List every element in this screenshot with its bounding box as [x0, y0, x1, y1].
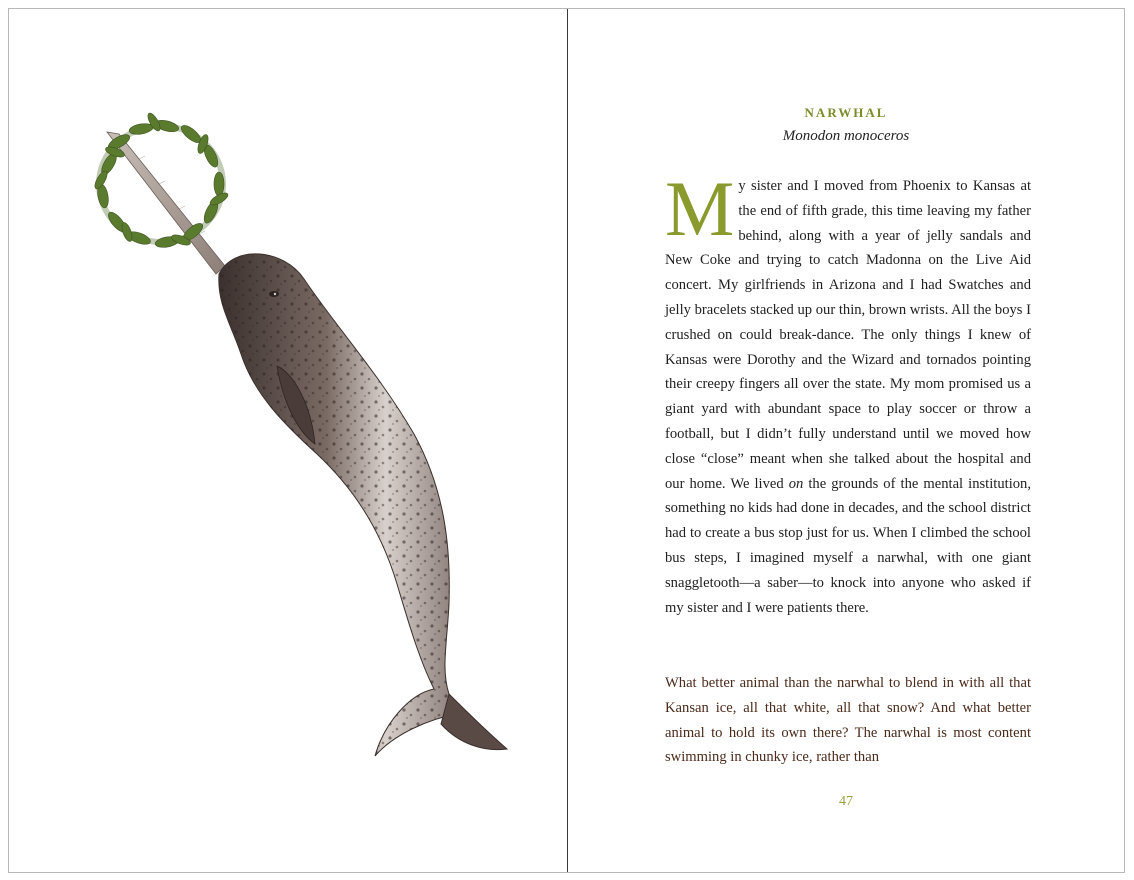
page-number: 47 — [839, 794, 853, 809]
right-page — [568, 9, 1124, 872]
body-paragraph-1 — [665, 165, 1031, 620]
species-name: Monodon monoceros — [782, 128, 910, 144]
chapter-title: NARWHAL — [804, 105, 888, 120]
body-paragraph-2: What better animal than the narwhal to blend in with all that Kansan ice, all that white, all that snow? And what better animal to hold its own there? The narwhal is most content swimming in chunky ice, rather than — [665, 675, 1031, 766]
para1-emphasis: on — [788, 475, 804, 492]
para1-text-a: y sister and I moved from Phoenix to Kansas at the end of fifth grade, this time leaving my father behind, along with a year of jelly sandals and New Coke and trying to catch Madonna on the Live Aid concert. My girlfriends in Arizona and I had Swatches and jelly bracelets stacked up our thin, brown wrists. All the boys I crushed on could break-dance. The only things I knew of Kansas were Dorothy and the Wizard and tornados pointing their creepy fingers all over the state. My mom promised us a giant yard with abundant space to play soccer or throw a football, but I didn’t fully understand until we moved how close “close” meant when she talked about the hospital and our home. We lived — [665, 178, 1031, 492]
left-page — [9, 9, 567, 872]
drop-cap: M — [665, 165, 735, 252]
book-spread — [8, 8, 1125, 873]
wreath — [93, 111, 230, 249]
para1-text-b: the grounds of the mental institution, something no kids had done in decades, and the school district had to create a bus stop just for us. When I climbed the school bus steps, I imagined myself a narwhal, with one giant snaggletooth—a saber—to knock into anyone who asked if my sister and I were patients there. — [665, 475, 1031, 616]
narwhal-illustration — [79, 104, 519, 764]
